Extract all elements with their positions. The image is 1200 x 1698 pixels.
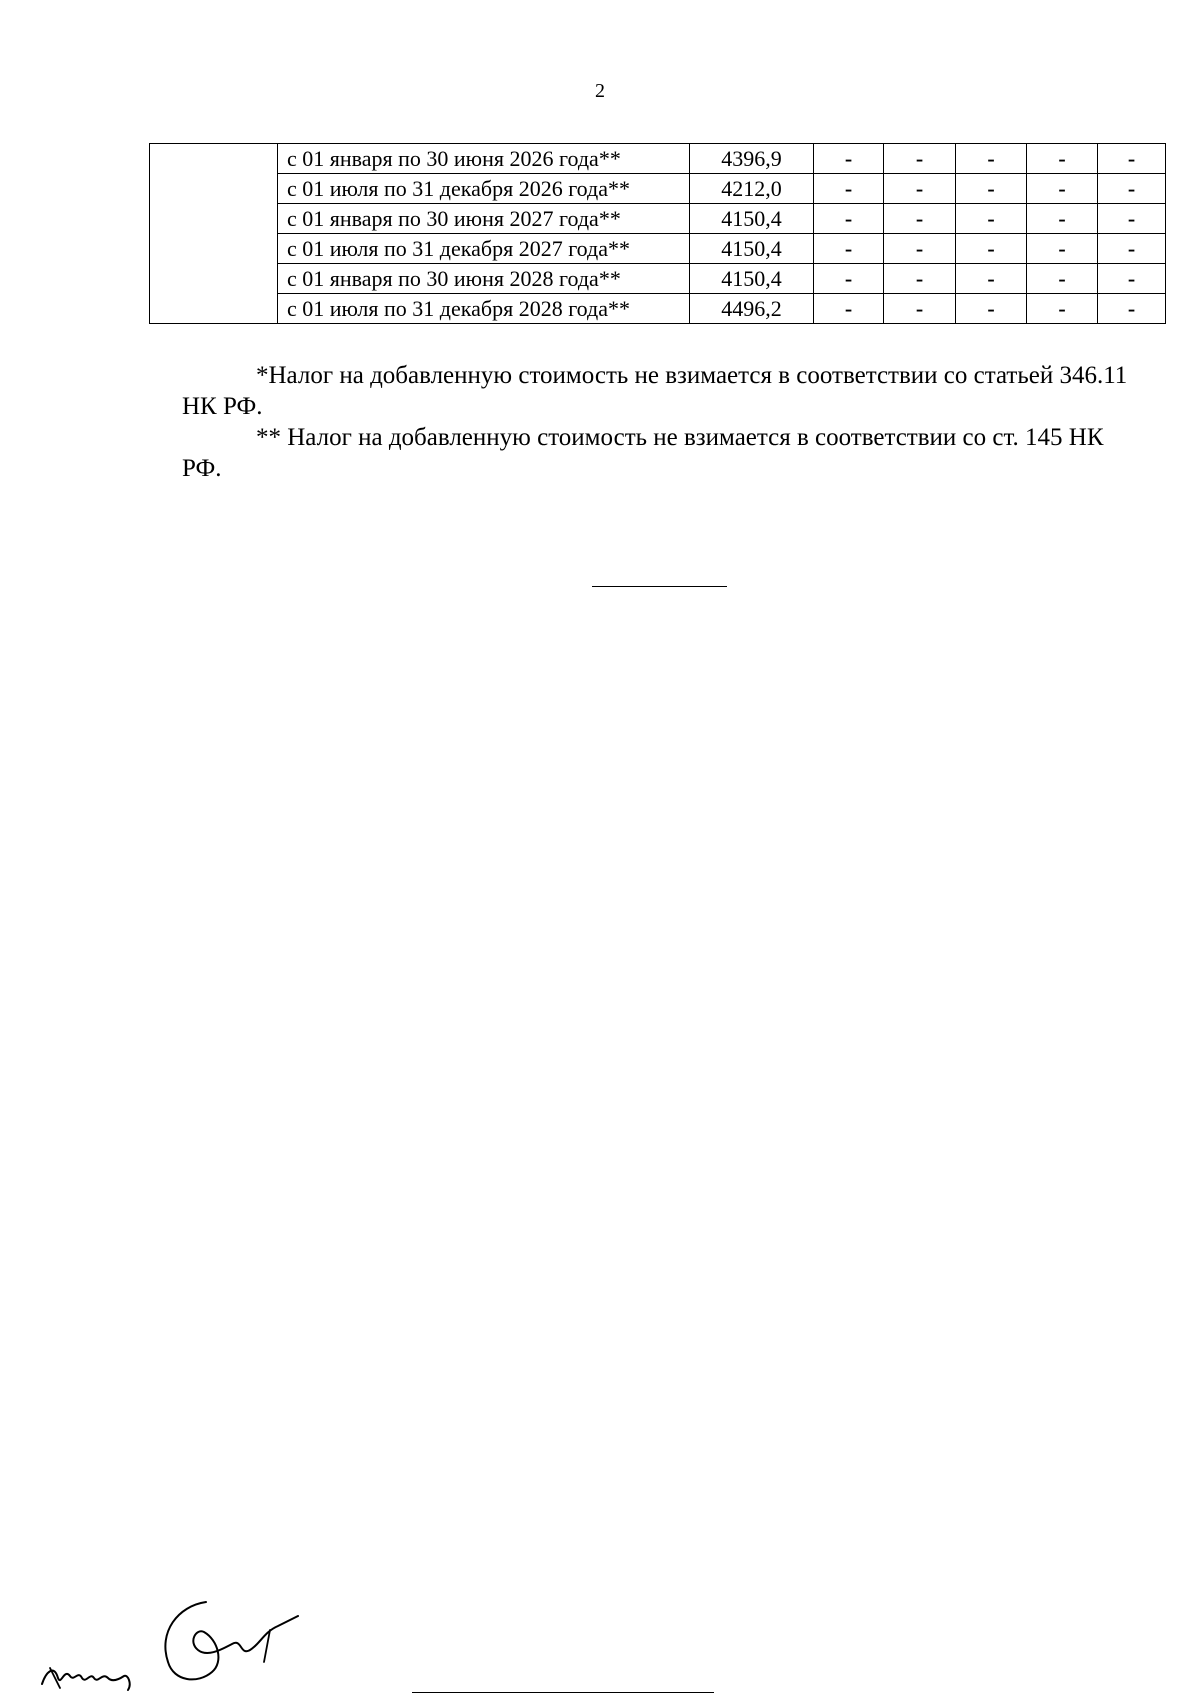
price-cell: 4496,2 bbox=[690, 294, 814, 324]
empty-value-cell: - bbox=[1098, 204, 1166, 234]
price-cell: 4150,4 bbox=[690, 234, 814, 264]
period-cell: с 01 января по 30 июня 2027 года** bbox=[278, 204, 690, 234]
empty-value-cell: - bbox=[884, 294, 956, 324]
empty-value-cell: - bbox=[884, 144, 956, 174]
empty-value-cell: - bbox=[814, 264, 884, 294]
price-cell: 4396,9 bbox=[690, 144, 814, 174]
empty-value-cell: - bbox=[884, 204, 956, 234]
page-number: 2 bbox=[595, 80, 605, 102]
empty-value-cell: - bbox=[884, 174, 956, 204]
price-cell: 4150,4 bbox=[690, 204, 814, 234]
empty-value-cell: - bbox=[1027, 234, 1098, 264]
empty-value-cell: - bbox=[956, 294, 1027, 324]
empty-value-cell: - bbox=[1098, 264, 1166, 294]
empty-value-cell: - bbox=[1027, 264, 1098, 294]
empty-value-cell: - bbox=[1027, 294, 1098, 324]
empty-value-cell: - bbox=[814, 294, 884, 324]
empty-value-cell: - bbox=[884, 264, 956, 294]
empty-value-cell: - bbox=[956, 234, 1027, 264]
period-cell: с 01 июля по 31 декабря 2026 года** bbox=[278, 174, 690, 204]
empty-value-cell: - bbox=[1027, 174, 1098, 204]
empty-value-cell: - bbox=[1027, 204, 1098, 234]
empty-value-cell: - bbox=[956, 264, 1027, 294]
price-cell: 4150,4 bbox=[690, 264, 814, 294]
empty-value-cell: - bbox=[956, 174, 1027, 204]
empty-value-cell: - bbox=[814, 204, 884, 234]
price-cell: 4212,0 bbox=[690, 174, 814, 204]
table-row bbox=[150, 234, 1166, 264]
empty-value-cell: - bbox=[1098, 234, 1166, 264]
period-cell: с 01 июля по 31 декабря 2027 года** bbox=[278, 234, 690, 264]
empty-value-cell: - bbox=[1098, 174, 1166, 204]
tariff-table bbox=[149, 143, 1166, 324]
handwritten-signature bbox=[28, 1592, 308, 1692]
end-of-text-rule bbox=[592, 586, 727, 587]
empty-value-cell: - bbox=[1098, 294, 1166, 324]
table-row bbox=[150, 294, 1166, 324]
signature-line bbox=[412, 1692, 714, 1693]
table-row bbox=[150, 204, 1166, 234]
empty-value-cell: - bbox=[814, 144, 884, 174]
period-cell: с 01 января по 30 июня 2026 года** bbox=[278, 144, 690, 174]
empty-value-cell: - bbox=[956, 144, 1027, 174]
empty-value-cell: - bbox=[956, 204, 1027, 234]
merged-category-cell bbox=[150, 144, 278, 324]
empty-value-cell: - bbox=[884, 234, 956, 264]
table-row bbox=[150, 264, 1166, 294]
period-cell: с 01 января по 30 июня 2028 года** bbox=[278, 264, 690, 294]
table-row bbox=[150, 144, 1166, 174]
empty-value-cell: - bbox=[814, 174, 884, 204]
footnote-vat-346: *Налог на добавленную стоимость не взимается в соответствии со статьей 346.11 НК РФ. bbox=[182, 362, 1128, 420]
empty-value-cell: - bbox=[1027, 144, 1098, 174]
footnote-vat-145: ** Налог на добавленную стоимость не взимается в соответствии со ст. 145 НК РФ. bbox=[182, 424, 1104, 482]
table-row bbox=[150, 174, 1166, 204]
empty-value-cell: - bbox=[814, 234, 884, 264]
empty-value-cell: - bbox=[1098, 144, 1166, 174]
period-cell: с 01 июля по 31 декабря 2028 года** bbox=[278, 294, 690, 324]
